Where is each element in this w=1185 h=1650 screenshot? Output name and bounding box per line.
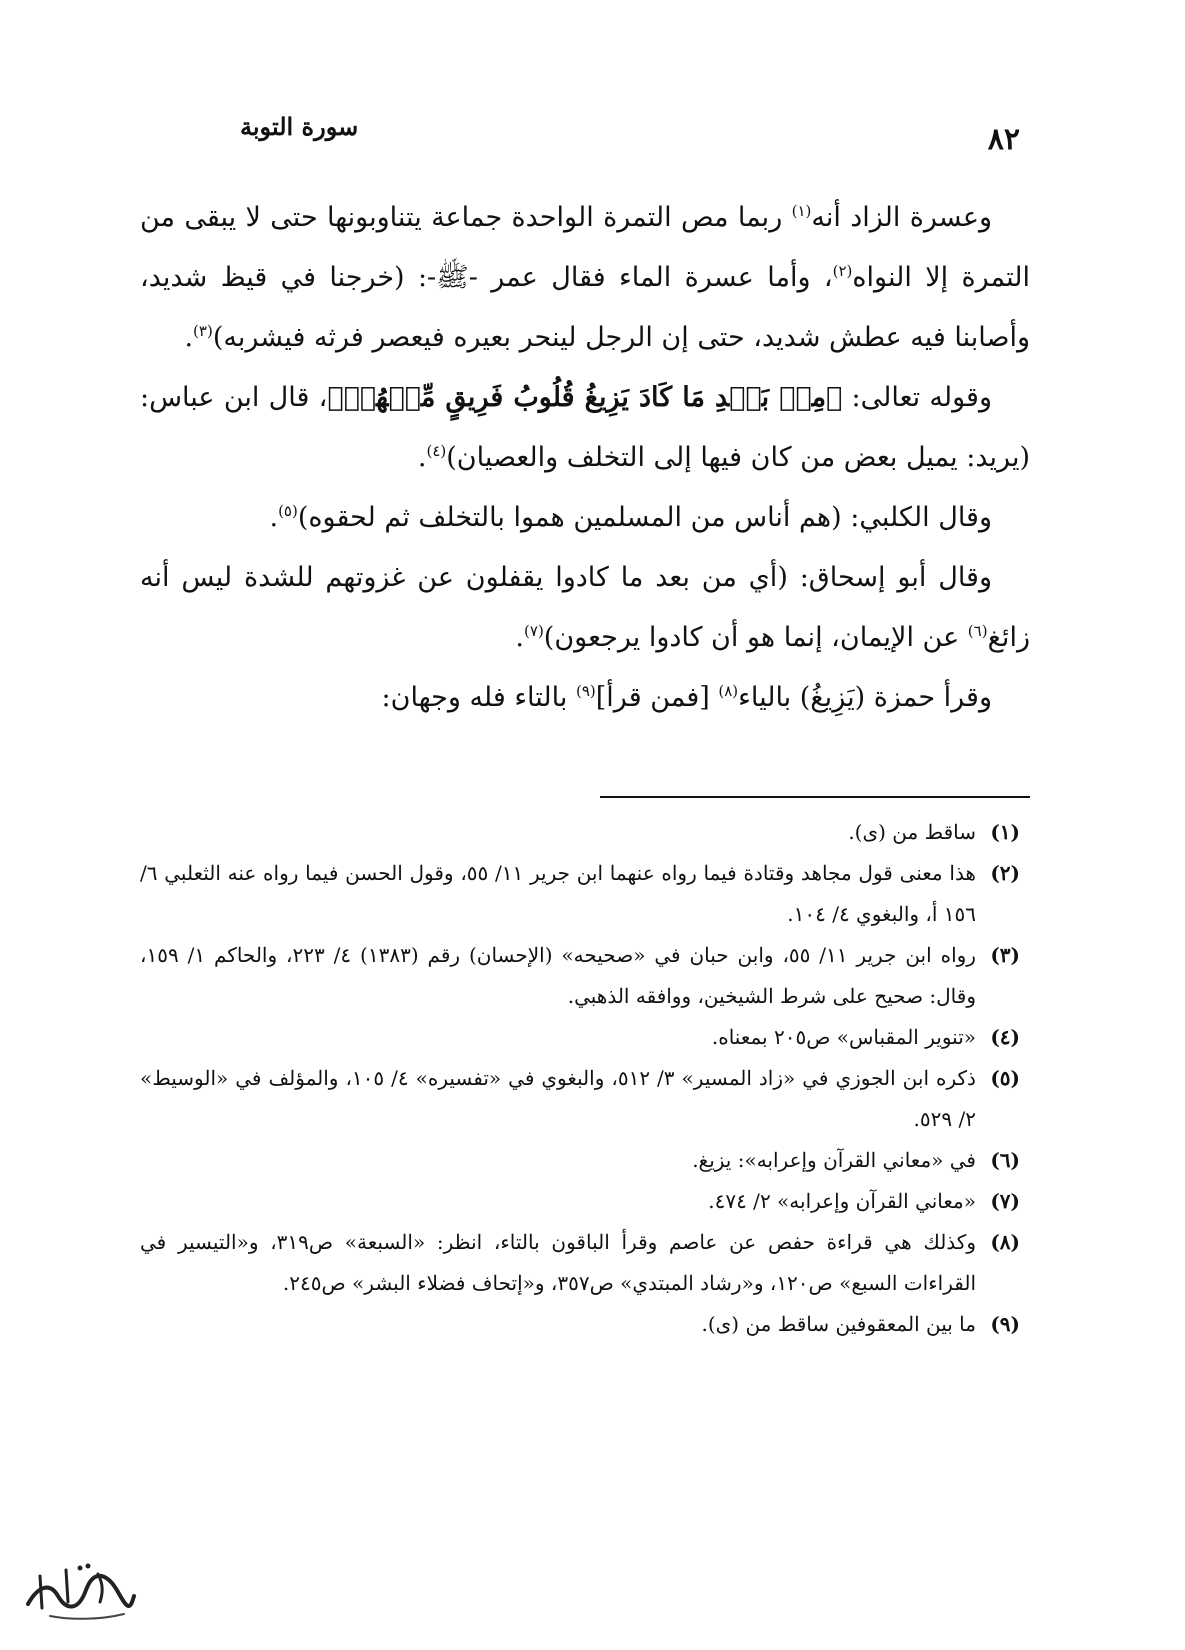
text-span: ربما مص التمرة الواحدة جماعة يتناوبونها حتى لا يبقى من التمرة إلا النواه	[140, 202, 1030, 293]
footnote-ref: (٦)	[967, 622, 988, 640]
footnote-number: (٢)	[990, 861, 1020, 885]
footnote-text: ما بين المعقوفين ساقط من (ى).	[701, 1312, 976, 1336]
footnote-text: ذكره ابن الجوزي في «زاد المسير» ٣/ ٥١٢، والبغوي في «تفسيره» ٤/ ١٠٥، والمؤلف في «الوسيط» ٢/ ٥٢٩.	[140, 1066, 976, 1131]
text-span: ، قال ابن عباس: (يريد: يميل بعض من كان فيها إلى التخلف والعصيان)	[140, 382, 1030, 473]
footnote-ref: (٣)	[193, 322, 213, 340]
footnote-number: (٣)	[990, 943, 1020, 967]
footnote-8	[140, 1222, 1020, 1304]
text-span: [فمن قرأ]	[595, 682, 719, 713]
footnote-ref: (٤)	[426, 442, 447, 460]
footnote-ref: (٥)	[278, 502, 298, 520]
text-span: .	[417, 442, 427, 473]
footnote-number: (١)	[990, 820, 1020, 844]
text-span: .	[515, 622, 525, 653]
quran-verse: ﴿مِنۢ بَعۡدِ مَا كَادَ يَزِيغُ قُلُوبُ فَرِيقٍ مِّنۡهُمۡ﴾	[327, 382, 843, 413]
text-span: وقال أبو إسحاق: (أي من بعد ما كادوا يقفلون عن غزوتهم للشدة ليس أنه زائغ	[140, 562, 1030, 653]
footnote-ref: (٩)	[575, 682, 596, 700]
text-span: بالتاء فله وجهان:	[381, 682, 576, 713]
text-span: .	[184, 322, 194, 353]
footnote-1	[140, 812, 1020, 853]
running-head	[150, 108, 1020, 158]
footnote-6	[140, 1140, 1020, 1181]
text-span: وقوله تعالى:	[842, 382, 993, 413]
footnote-text: هذا معنى قول مجاهد وقتادة فيما رواه عنهما ابن جرير ١١/ ٥٥، وقول الحسن فيما رواه عنه الثعلبي ٦/ ١٥٦ أ، والبغوي ٤/ ١٠٤.	[140, 861, 976, 926]
footnote-ref: (٧)	[524, 622, 544, 640]
footnote-7	[140, 1181, 1020, 1222]
paragraph-1	[140, 188, 1030, 368]
footnote-2	[140, 853, 1020, 935]
footnote-text: «معاني القرآن وإعرابه» ٢/ ٤٧٤.	[708, 1189, 976, 1213]
text-span: وقال الكلبي: (هم أناس من المسلمين هموا بالتخلف ثم لحقوه)	[297, 502, 992, 533]
footnote-number: (٨)	[990, 1230, 1020, 1254]
footnote-text: ساقط من (ى).	[848, 820, 976, 844]
footnote-text: في «معاني القرآن وإعرابه»: يزيغ.	[692, 1148, 976, 1172]
paragraph-3	[140, 488, 1030, 548]
footnote-number: (٥)	[990, 1066, 1020, 1090]
footnote-number: (٧)	[990, 1189, 1020, 1213]
text-span: عن الإيمان، إنما هو أن كادوا يرجعون)	[543, 622, 968, 653]
surah-title: سورة التوبة	[240, 112, 359, 141]
footnote-4	[140, 1017, 1020, 1058]
footnote-9	[140, 1304, 1020, 1345]
text-span: وعسرة الزاد أنه	[811, 202, 992, 233]
main-text	[140, 188, 1030, 728]
page-number: ٨٢	[987, 122, 1020, 157]
paragraph-2	[140, 368, 1030, 488]
footnote-text: «تنوير المقباس» ص٢٠٥ بمعناه.	[711, 1025, 976, 1049]
footnote-ref: (٨)	[718, 682, 739, 700]
footnote-separator	[600, 796, 1030, 798]
footnote-ref: (١)	[791, 202, 812, 220]
footnote-5	[140, 1058, 1020, 1140]
footnote-number: (٩)	[990, 1312, 1020, 1336]
paragraph-4	[140, 548, 1030, 668]
footnote-number: (٤)	[990, 1025, 1020, 1049]
text-span: ، وأما عسرة الماء فقال عمر -ﷺ-: (خرجنا في قيظ شديد، وأصابنا فيه عطش شديد، حتى إن الرجل لينحر بعيره فيعصر فرثه فيشربه)	[140, 262, 1030, 353]
calligraphy-logo	[20, 1556, 140, 1626]
footnote-text: وكذلك هي قراءة حفص عن عاصم وقرأ الباقون بالتاء، انظر: «السبعة» ص٣١٩، و«التيسير في القراءات السبع» ص١٢٠، و«رشاد المبتدي» ص٣٥٧، و«إتحاف فضلاء البشر» ص٢٤٥.	[140, 1230, 976, 1295]
footnote-ref: (٢)	[832, 262, 853, 280]
text-span: .	[269, 502, 279, 533]
paragraph-5	[140, 668, 1030, 728]
footnote-number: (٦)	[990, 1148, 1020, 1172]
footnote-text: رواه ابن جرير ١١/ ٥٥، وابن حبان في «صحيحه» (الإحسان) رقم (١٣٨٣) ٤/ ٢٢٣، والحاكم ١/ ١٥٩، وقال: صحيح على شرط الشيخين، ووافقه الذهبي.	[140, 943, 976, 1008]
footnotes	[140, 812, 1020, 1345]
footnote-3	[140, 935, 1020, 1017]
text-span: وقرأ حمزة (يَزِيغُ) بالياء	[738, 682, 992, 713]
